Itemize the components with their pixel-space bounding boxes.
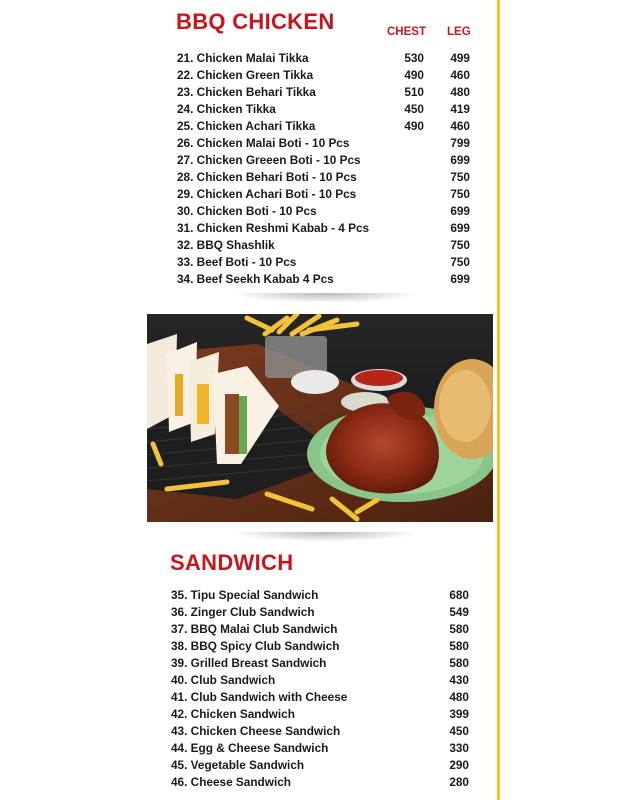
menu-item-name: 42. Chicken Sandwich [171,707,295,721]
menu-item [171,673,471,690]
menu-item [177,255,477,272]
sandwich-and-chicken-illustration [147,314,493,522]
leg-price: 799 [450,136,470,150]
menu-item [177,51,477,68]
leg-column-header: LEG [447,26,471,38]
chest-price: 490 [404,119,424,133]
sandwich-price: 549 [449,605,469,619]
menu-item-name: 28. Chicken Behari Boti - 10 Pcs [177,170,357,184]
menu-item [177,204,477,221]
chest-price: 450 [404,102,424,116]
menu-item-name: 32. BBQ Shashlik [177,238,275,252]
sandwich-price: 399 [449,707,469,721]
bbq-section-title: BBQ CHICKEN [176,9,335,34]
leg-price: 750 [450,255,470,269]
menu-item-name: 41. Club Sandwich with Cheese [171,690,348,704]
sandwich-price: 480 [449,690,469,704]
menu-item-name: 27. Chicken Greeen Boti - 10 Pcs [177,153,361,167]
menu-item [171,690,471,707]
menu-item-name: 40. Club Sandwich [171,673,276,687]
menu-item [171,758,471,775]
menu-item-name: 24. Chicken Tikka [177,102,276,116]
bbq-menu-list [177,51,477,289]
leg-price: 750 [450,170,470,184]
menu-item [171,741,471,758]
leg-price: 480 [450,85,470,99]
menu-item [171,605,471,622]
menu-item [171,588,471,605]
chest-column-header: CHEST [387,26,426,38]
chest-price: 510 [404,85,424,99]
menu-item-name: 30. Chicken Boti - 10 Pcs [177,204,317,218]
menu-item [177,272,477,289]
menu-item-name: 36. Zinger Club Sandwich [171,605,315,619]
sandwich-menu-list [171,588,471,792]
sandwich-price: 580 [449,639,469,653]
chest-price: 490 [404,68,424,82]
menu-item [177,153,477,170]
leg-price: 750 [450,238,470,252]
sandwich-price: 450 [449,724,469,738]
menu-item-name: 39. Grilled Breast Sandwich [171,656,327,670]
menu-item [177,170,477,187]
sandwich-section-title: SANDWICH [170,550,294,575]
sandwich-price: 330 [449,741,469,755]
menu-item-name: 25. Chicken Achari Tikka [177,119,316,133]
menu-item-name: 33. Beef Boti - 10 Pcs [177,255,297,269]
menu-item-name: 23. Chicken Behari Tikka [177,85,316,99]
menu-item [171,775,471,792]
leg-price: 499 [450,51,470,65]
sandwich-price: 680 [449,588,469,602]
chest-price: 530 [404,51,424,65]
menu-item-name: 43. Chicken Cheese Sandwich [171,724,341,738]
menu-item [171,639,471,656]
menu-item-name: 44. Egg & Cheese Sandwich [171,741,329,755]
leg-price: 699 [450,153,470,167]
menu-item-name: 37. BBQ Malai Club Sandwich [171,622,338,636]
menu-item [177,85,477,102]
sandwich-price: 580 [449,656,469,670]
menu-item-name: 22. Chicken Green Tikka [177,68,314,82]
menu-item [177,68,477,85]
menu-item-name: 34. Beef Seekh Kabab 4 Pcs [177,272,334,286]
menu-item [177,102,477,119]
menu-item-name: 21. Chicken Malai Tikka [177,51,309,65]
leg-price: 699 [450,221,470,235]
gold-divider-line [497,0,500,800]
menu-item-name: 26. Chicken Malai Boti - 10 Pcs [177,136,350,150]
leg-price: 750 [450,187,470,201]
leg-price: 419 [450,102,470,116]
menu-item [177,221,477,238]
shadow-divider [230,293,420,303]
leg-price: 699 [450,272,470,286]
sandwich-price: 280 [449,775,469,789]
leg-price: 699 [450,204,470,218]
menu-item [171,707,471,724]
leg-price: 460 [450,119,470,133]
shadow-divider [230,532,420,542]
menu-item-name: 45. Vegetable Sandwich [171,758,305,772]
menu-item-name: 29. Chicken Achari Boti - 10 Pcs [177,187,357,201]
menu-item [177,119,477,136]
sandwich-price: 290 [449,758,469,772]
menu-item [177,136,477,153]
menu-item-name: 46. Cheese Sandwich [171,775,291,789]
menu-item [177,187,477,204]
leg-price: 460 [450,68,470,82]
menu-item-name: 31. Chicken Reshmi Kabab - 4 Pcs [177,221,370,235]
food-photo [147,314,493,522]
menu-item-name: 38. BBQ Spicy Club Sandwich [171,639,340,653]
menu-item [177,238,477,255]
sandwich-price: 430 [449,673,469,687]
menu-item [171,656,471,673]
sandwich-price: 580 [449,622,469,636]
menu-item-name: 35. Tipu Special Sandwich [171,588,319,602]
menu-item [171,622,471,639]
menu-item [171,724,471,741]
